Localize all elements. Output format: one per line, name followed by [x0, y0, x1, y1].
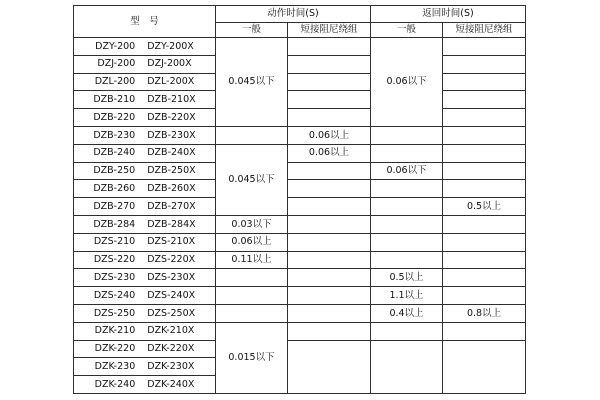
header-return-damped: 短接阻尼绕组 — [443, 23, 526, 38]
action-damped-value: 0.06以上 — [288, 126, 371, 144]
model-cell — [74, 180, 216, 198]
model-name: DZK-210 — [94, 325, 136, 337]
model-cell — [74, 109, 216, 127]
model-cell — [74, 73, 216, 91]
table-row — [74, 340, 526, 358]
empty-cell — [288, 73, 371, 91]
model-name: DZS-210 — [93, 236, 136, 248]
model-name-x: DZS-210X — [147, 236, 196, 248]
model-name-x: DZS-240X — [147, 289, 196, 301]
model-name-x: DZJ-200X — [147, 58, 192, 70]
model-name: DZS-220 — [93, 254, 136, 266]
empty-cell — [288, 233, 371, 251]
model-cell — [74, 91, 216, 109]
model-name-x: DZB-240X — [147, 147, 196, 159]
model-name-x: DZK-210X — [147, 325, 195, 337]
model-name: DZB-250 — [93, 165, 136, 177]
model-cell — [74, 376, 216, 394]
action-general-value: 0.015以下 — [216, 322, 288, 393]
return-general-value: 0.06以下 — [371, 162, 443, 180]
model-name: DZJ-200 — [97, 58, 136, 70]
empty-cell — [371, 180, 443, 198]
model-cell — [74, 215, 216, 233]
model-cell — [74, 269, 216, 287]
empty-cell — [443, 180, 526, 198]
header-action-general: 一般 — [216, 23, 288, 38]
model-name-x: DZB-250X — [147, 165, 196, 177]
model-name: DZB-230 — [93, 129, 136, 141]
action-general-value: 0.045以下 — [216, 38, 288, 127]
model-name: DZB-260 — [93, 183, 136, 195]
empty-cell — [288, 340, 371, 393]
model-name: DZL-200 — [94, 76, 136, 88]
empty-cell — [371, 233, 443, 251]
header-return-time: 返回时间(S) — [371, 6, 526, 23]
table-row — [74, 180, 526, 198]
table-row — [74, 109, 526, 127]
empty-cell — [371, 144, 443, 162]
header-action-time: 动作时间(S) — [216, 6, 371, 23]
table-row — [74, 322, 526, 340]
empty-cell — [288, 215, 371, 233]
empty-cell — [216, 269, 288, 287]
model-cell — [74, 38, 216, 56]
model-name-x: DZS-230X — [147, 272, 196, 283]
table-body — [74, 38, 526, 394]
empty-cell — [288, 55, 371, 73]
table-row — [74, 73, 526, 91]
empty-cell — [443, 340, 526, 393]
empty-cell — [443, 55, 526, 73]
model-cell — [74, 162, 216, 180]
empty-cell — [443, 269, 526, 287]
model-cell — [74, 251, 216, 269]
model-name: DZK-230 — [94, 360, 136, 372]
model-name-x: DZK-220X — [147, 343, 195, 355]
return-general-value: 0.4以上 — [371, 304, 443, 322]
model-name-x: DZL-200X — [147, 76, 195, 88]
header-return-general: 一般 — [371, 23, 443, 38]
empty-cell — [288, 287, 371, 305]
empty-cell — [371, 215, 443, 233]
model-name-x: DZB-210X — [147, 94, 196, 106]
table-row — [74, 304, 526, 322]
model-name-x: DZB-260X — [147, 183, 196, 195]
model-name: DZB-270 — [93, 200, 136, 212]
model-name-x: DZS-250X — [147, 307, 196, 319]
model-name: DZB-210 — [93, 94, 136, 106]
empty-cell — [443, 109, 526, 127]
model-name: DZY-200 — [95, 40, 136, 52]
model-name: DZB-240 — [93, 147, 136, 159]
return-damped-value: 0.8以上 — [443, 304, 526, 322]
return-general-value: 1.1以上 — [371, 287, 443, 305]
model-name: DZS-250 — [93, 307, 136, 319]
model-cell — [74, 144, 216, 162]
header-action-damped: 短接阻尼绕组 — [288, 23, 371, 38]
empty-cell — [443, 162, 526, 180]
action-general-value: 0.045以下 — [216, 144, 288, 215]
empty-cell — [288, 251, 371, 269]
table-row — [74, 233, 526, 251]
empty-cell — [288, 180, 371, 198]
model-name-x: DZB-270X — [147, 200, 196, 212]
model-name-x: DZS-220X — [147, 254, 196, 266]
action-general-value: 0.03以下 — [216, 215, 288, 233]
model-name-x: DZK-230X — [147, 360, 195, 372]
timing-spec-table — [73, 5, 526, 394]
model-name: DZB-220 — [93, 111, 136, 123]
empty-cell — [288, 269, 371, 287]
model-cell — [74, 126, 216, 144]
table-row — [74, 287, 526, 305]
empty-cell — [371, 251, 443, 269]
action-general-value: 0.06以上 — [216, 233, 288, 251]
return-general-value: 0.5以上 — [371, 269, 443, 287]
table-row — [74, 269, 526, 287]
table-row — [74, 144, 526, 162]
empty-cell — [288, 162, 371, 180]
model-cell — [74, 358, 216, 376]
empty-cell — [443, 233, 526, 251]
action-general-value: 0.11以上 — [216, 251, 288, 269]
empty-cell — [443, 251, 526, 269]
model-name-x: DZB-230X — [147, 129, 196, 141]
empty-cell — [216, 126, 288, 144]
table-row — [74, 198, 526, 216]
empty-cell — [288, 38, 371, 56]
table-row — [74, 251, 526, 269]
empty-cell — [443, 287, 526, 305]
empty-cell — [371, 340, 443, 393]
empty-cell — [443, 38, 526, 56]
model-cell — [74, 233, 216, 251]
model-name: DZK-240 — [94, 378, 136, 390]
header-group-row — [74, 6, 526, 23]
header-model: 型 号 — [74, 6, 216, 38]
empty-cell — [216, 304, 288, 322]
empty-cell — [443, 126, 526, 144]
model-cell — [74, 340, 216, 358]
empty-cell — [443, 73, 526, 91]
table-header — [74, 6, 526, 38]
model-name-x: DZY-200X — [147, 40, 194, 52]
empty-cell — [216, 287, 288, 305]
model-name: DZS-230 — [93, 272, 136, 283]
table-row — [74, 55, 526, 73]
model-name: DZS-240 — [93, 289, 136, 301]
table-row — [74, 215, 526, 233]
action-damped-value: 0.06以上 — [288, 144, 371, 162]
model-name: DZK-220 — [94, 343, 136, 355]
empty-cell — [371, 322, 443, 340]
empty-cell — [443, 215, 526, 233]
model-cell — [74, 304, 216, 322]
model-name-x: DZK-240X — [147, 378, 195, 390]
model-cell — [74, 287, 216, 305]
table-row — [74, 91, 526, 109]
empty-cell — [443, 91, 526, 109]
return-general-value: 0.06以下 — [371, 38, 443, 127]
table-row — [74, 162, 526, 180]
empty-cell — [371, 198, 443, 216]
empty-cell — [443, 144, 526, 162]
model-name-x: DZB-284X — [147, 218, 196, 230]
table-row — [74, 126, 526, 144]
model-cell — [74, 55, 216, 73]
empty-cell — [288, 109, 371, 127]
model-cell — [74, 322, 216, 340]
model-cell — [74, 198, 216, 216]
return-damped-value: 0.5以上 — [443, 198, 526, 216]
empty-cell — [288, 304, 371, 322]
empty-cell — [371, 126, 443, 144]
model-name: DZB-284 — [93, 218, 136, 230]
empty-cell — [288, 322, 371, 340]
model-name-x: DZB-220X — [147, 111, 196, 123]
empty-cell — [288, 91, 371, 109]
empty-cell — [443, 322, 526, 340]
empty-cell — [288, 198, 371, 216]
table-row — [74, 38, 526, 56]
